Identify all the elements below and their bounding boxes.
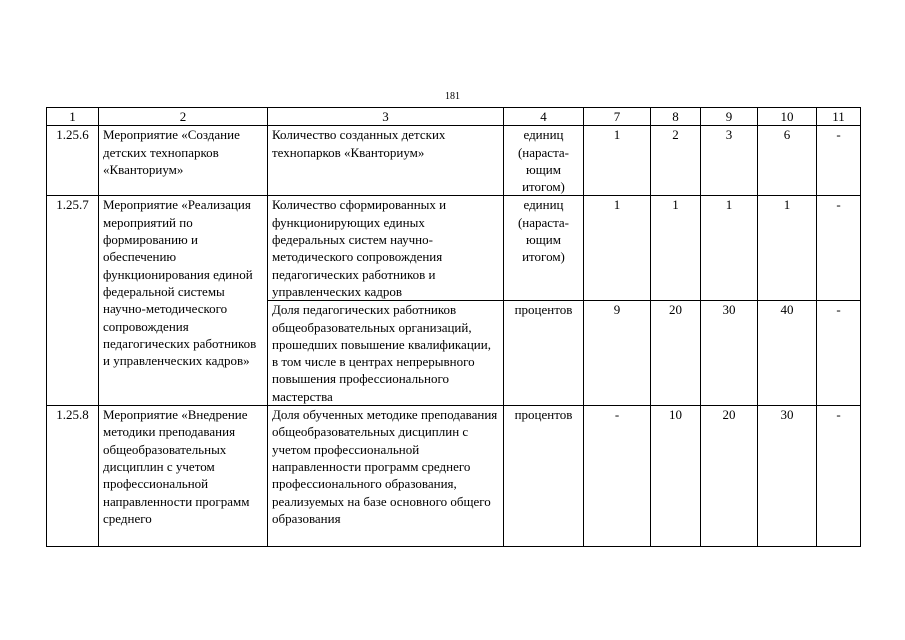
event-name: Мероприятие «Внедрение методики преподавания общеобразовательных дисциплин с учетом профессиональной направленности программ среднего xyxy=(99,406,268,547)
header-cell-1: 1 xyxy=(47,108,99,126)
value-col-9: 3 xyxy=(701,126,758,196)
value-col-8: 1 xyxy=(651,196,701,301)
unit: процентов xyxy=(504,406,584,547)
value-col-9: 1 xyxy=(701,196,758,301)
value-col-7: - xyxy=(584,406,651,547)
row-number: 1.25.8 xyxy=(47,406,99,547)
header-cell-8: 8 xyxy=(651,108,701,126)
table-row xyxy=(47,406,861,547)
event-name: Мероприятие «Реализация мероприятий по формированию и обеспечению функционирования единой федеральной системы научно-методического сопровождения педагогических работников и управленческих кадров» xyxy=(99,196,268,406)
unit: единиц (нараста-ющим итогом) xyxy=(504,126,584,196)
header-row xyxy=(47,108,861,126)
value-col-8: 10 xyxy=(651,406,701,547)
value-col-10: 1 xyxy=(758,196,817,301)
table-row xyxy=(47,126,861,196)
header-cell-11: 11 xyxy=(817,108,861,126)
header-cell-10: 10 xyxy=(758,108,817,126)
value-col-11: - xyxy=(817,196,861,301)
value-col-8: 20 xyxy=(651,301,701,406)
event-name: Мероприятие «Создание детских технопарков «Кванториум» xyxy=(99,126,268,196)
row-number: 1.25.6 xyxy=(47,126,99,196)
value-col-7: 1 xyxy=(584,196,651,301)
value-col-11: - xyxy=(817,406,861,547)
header-cell-4: 4 xyxy=(504,108,584,126)
value-col-7: 9 xyxy=(584,301,651,406)
value-col-9: 30 xyxy=(701,301,758,406)
header-cell-7: 7 xyxy=(584,108,651,126)
value-col-11: - xyxy=(817,301,861,406)
header-cell-2: 2 xyxy=(99,108,268,126)
table-row xyxy=(47,196,861,301)
value-col-10: 40 xyxy=(758,301,817,406)
indicator-name: Доля педагогических работников общеобразовательных организаций, прошедших повышение квалификации, в том числе в центрах непрерывного повышения профессионального мастерства xyxy=(268,301,504,406)
value-col-11: - xyxy=(817,126,861,196)
indicators-table xyxy=(46,107,861,547)
value-col-9: 20 xyxy=(701,406,758,547)
header-cell-9: 9 xyxy=(701,108,758,126)
page-number: 181 xyxy=(445,91,460,102)
unit: единиц (нараста-ющим итогом) xyxy=(504,196,584,301)
indicator-name: Количество сформированных и функционирующих единых федеральных систем научно-методического сопровождения педагогических работников и управленческих кадров xyxy=(268,196,504,301)
indicator-name: Доля обученных методике преподавания общеобразовательных дисциплин с учетом профессиональной направленности программ среднего профессионального образования, реализуемых на базе основного общего образования xyxy=(268,406,504,547)
unit: процентов xyxy=(504,301,584,406)
value-col-8: 2 xyxy=(651,126,701,196)
value-col-7: 1 xyxy=(584,126,651,196)
header-cell-3: 3 xyxy=(268,108,504,126)
row-number: 1.25.7 xyxy=(47,196,99,406)
value-col-10: 30 xyxy=(758,406,817,547)
value-col-10: 6 xyxy=(758,126,817,196)
indicator-name: Количество созданных детских технопарков «Кванториум» xyxy=(268,126,504,196)
